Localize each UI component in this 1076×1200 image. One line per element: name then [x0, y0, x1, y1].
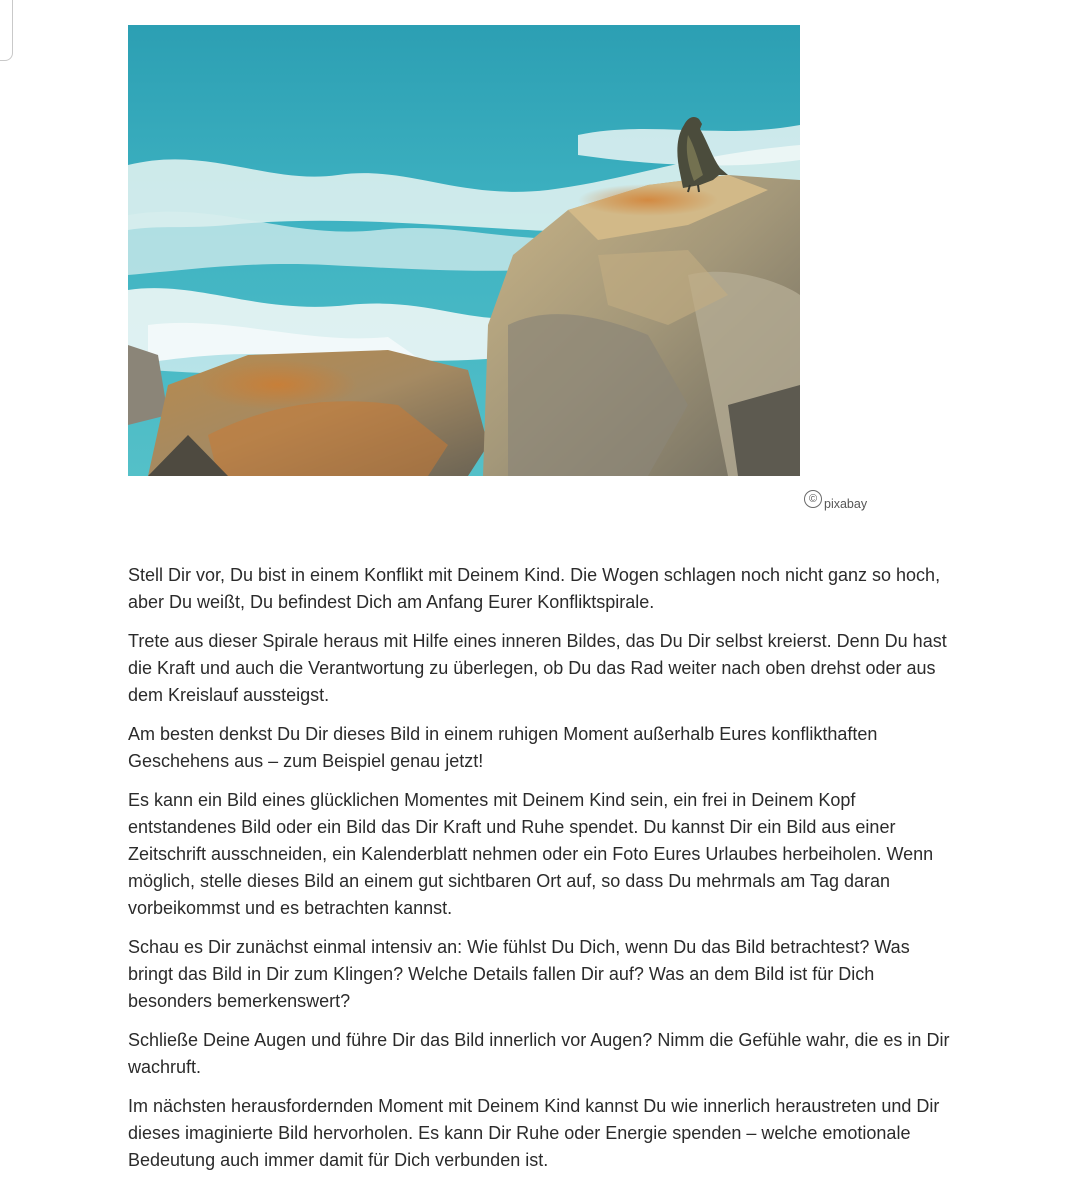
- article-paragraph: Schau es Dir zunächst einmal intensiv an: Wie fühlst Du Dich, wenn Du das Bild betrachtest? Was bringt das Bild in Dir zum Klingen? Welche Details fallen Dir auf? Was an dem Bild ist für Dich besonders bemerkenswert?: [128, 937, 910, 1011]
- sea-rock-bird-photo: [128, 25, 800, 476]
- article-paragraph: Im nächsten herausfordernden Moment mit Deinem Kind kannst Du wie innerlich heraustreten und Dir dieses imaginierte Bild hervorholen. Es kann Dir Ruhe oder Energie spenden – welche emotionale Bedeutung auch immer damit für Dich verbunden ist.: [128, 1096, 940, 1170]
- page-corner-mark: [0, 0, 13, 61]
- copyright-icon: ©: [804, 490, 822, 508]
- article-paragraph: Am besten denkst Du Dir dieses Bild in einem ruhigen Moment außerhalb Eures konflikthaften Geschehens aus – zum Beispiel genau jetzt!: [128, 724, 878, 771]
- photo-credit: [804, 490, 868, 511]
- article-body: [128, 562, 958, 1186]
- photo-credit-source: pixabay: [824, 496, 868, 511]
- article-paragraph: Stell Dir vor, Du bist in einem Konflikt mit Deinem Kind. Die Wogen schlagen noch nicht ganz so hoch, aber Du weißt, Du befindest Dich am Anfang Eurer Konfliktspirale.: [128, 565, 941, 612]
- article-paragraph: Es kann ein Bild eines glücklichen Momentes mit Deinem Kind sein, ein frei in Deinem Kopf entstandenes Bild oder ein Bild das Dir Kraft und Ruhe spendet. Du kannst Dir ein Bild aus einer Zeitschrift ausschneiden, ein Kalenderblatt nehmen oder ein Foto Eures Urlaubes herbeiholen. Wenn möglich, stelle dieses Bild an einem gut sichtbaren Ort auf, so dass Du mehrmals am Tag daran vorbeikommst und es betrachten kannst.: [128, 790, 934, 918]
- article-paragraph: Trete aus dieser Spirale heraus mit Hilfe eines inneren Bildes, das Du Dir selbst kreierst. Denn Du hast die Kraft und auch die Verantwortung zu überlegen, ob Du das Rad weiter nach oben drehst oder aus dem Kreislauf aussteigst.: [128, 631, 947, 705]
- article-paragraph: Schließe Deine Augen und führe Dir das Bild innerlich vor Augen? Nimm die Gefühle wahr, die es in Dir wachruft.: [128, 1030, 950, 1077]
